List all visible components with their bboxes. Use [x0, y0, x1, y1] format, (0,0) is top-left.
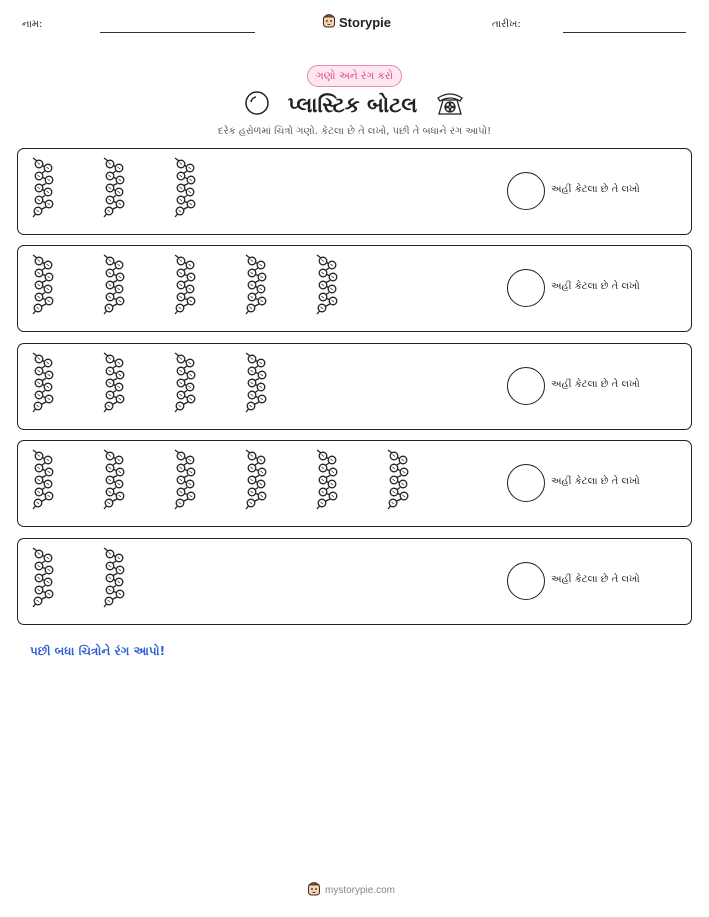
row-pictures	[30, 546, 127, 608]
plastic-bottle-icon	[172, 253, 198, 315]
storypie-logo-icon	[322, 12, 336, 32]
name-label: નામ:	[22, 19, 43, 30]
answer-label: અહીં કેટલા છે તે લખો	[551, 476, 640, 487]
coloring-note: પછી બધા ચિત્રોને રંગ આપો!	[30, 644, 166, 658]
instructions: દરેક હરોળમાં ચિત્રો ગણો. કેટલા છે તે લખો, પછી તે બધાને રંગ આપો!	[217, 126, 492, 137]
name-field-line[interactable]	[100, 32, 255, 33]
plastic-bottle-icon	[172, 156, 198, 218]
activity-badge: ગણો અને રંગ કરો	[307, 65, 402, 87]
plastic-bottle-icon	[172, 448, 198, 510]
plastic-bottle-icon	[30, 253, 56, 315]
plastic-bottle-icon	[172, 351, 198, 413]
counting-row	[17, 538, 692, 625]
brand-logo	[322, 12, 391, 32]
row-pictures	[30, 351, 269, 413]
plastic-bottle-icon	[385, 448, 411, 510]
answer-label: અહીં કેટલા છે તે લખો	[551, 379, 640, 390]
answer-circle[interactable]	[507, 464, 545, 502]
counting-row	[17, 148, 692, 235]
answer-circle[interactable]	[507, 367, 545, 405]
row-pictures	[30, 156, 198, 218]
footer	[307, 880, 395, 900]
brand-name: Storypie	[339, 14, 392, 30]
plastic-bottle-icon	[30, 546, 56, 608]
plastic-bottle-icon	[101, 351, 127, 413]
answer-circle[interactable]	[507, 562, 545, 600]
answer-circle[interactable]	[507, 269, 545, 307]
plastic-bottle-icon	[314, 253, 340, 315]
plastic-bottle-icon	[243, 351, 269, 413]
telephone-icon	[435, 90, 465, 120]
plastic-bottle-icon	[243, 253, 269, 315]
plastic-bottle-icon	[101, 253, 127, 315]
answer-circle[interactable]	[507, 172, 545, 210]
plastic-bottle-icon	[30, 156, 56, 218]
date-field-line[interactable]	[563, 32, 686, 33]
storypie-logo-icon	[307, 880, 321, 900]
answer-label: અહીં કેટલા છે તે લખો	[551, 281, 640, 292]
counting-row	[17, 343, 692, 430]
page-title: પ્લાસ્ટિક બોટલ	[287, 92, 418, 117]
plastic-bottle-icon	[101, 156, 127, 218]
footer-site: mystorypie.com	[325, 884, 396, 896]
plastic-bottle-icon	[101, 546, 127, 608]
answer-label: અહીં કેટલા છે તે લખો	[551, 574, 640, 585]
plastic-bottle-icon	[30, 351, 56, 413]
plastic-bottle-icon	[243, 448, 269, 510]
counting-row	[17, 245, 692, 332]
answer-label: અહીં કેટલા છે તે લખો	[551, 184, 640, 195]
counting-row	[17, 440, 692, 527]
row-pictures	[30, 253, 340, 315]
bubble-icon	[244, 90, 270, 120]
date-label: તારીખ:	[492, 19, 521, 30]
plastic-bottle-icon	[30, 448, 56, 510]
title-row	[0, 90, 709, 120]
plastic-bottle-icon	[314, 448, 340, 510]
row-pictures	[30, 448, 411, 510]
plastic-bottle-icon	[101, 448, 127, 510]
